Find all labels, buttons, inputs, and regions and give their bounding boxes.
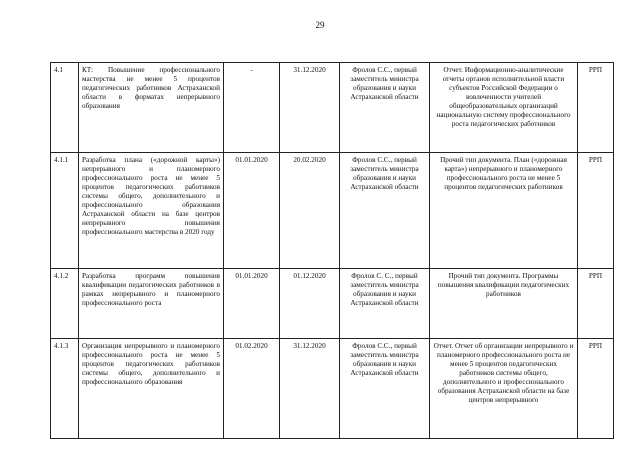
responsible-cell: Фролов С.С., первый заместитель министра образования и науки Астраханской области <box>340 63 430 153</box>
result-cell: Прочий тип документа. Программы повышения квалификации педагогических работников <box>430 269 578 339</box>
row-number-cell: 4.1.3 <box>51 339 79 439</box>
row-number-cell: 4.1.1 <box>51 153 79 269</box>
start-date-cell: - <box>224 63 280 153</box>
responsible-cell: Фролов С.С., первый заместитель министра образования и науки Астраханской области <box>340 153 430 269</box>
activity-name-cell: Организация непрерывного и планомерного профессионального роста не менее 5 процентов педагогических работников системы общего, дополнительного и профессионального образования <box>79 339 224 439</box>
end-date-cell: 31.12.2020 <box>280 339 340 439</box>
row-number-cell: 4.1 <box>51 63 79 153</box>
result-cell: Отчет. Информационно-аналитические отчеты органов исполнительной власти субъектов Российской Федерации о вовлеченности учителей общеобразовательных организаций национальную систему профессионального роста педагогических работников <box>430 63 578 153</box>
activity-name-cell: КТ: Повышение профессионального мастерства не менее 5 процентов педагогических работников Астраханской области в форматах непрерывного образования <box>79 63 224 153</box>
end-date-cell: 31.12.2020 <box>280 63 340 153</box>
table-row <box>51 339 614 439</box>
direction-cell: РРП <box>578 269 614 339</box>
row-number-cell: 4.1.2 <box>51 269 79 339</box>
end-date-cell: 01.12.2020 <box>280 269 340 339</box>
page-number: 29 <box>315 20 325 30</box>
table-row <box>51 269 614 339</box>
start-date-cell: 01.02.2020 <box>224 339 280 439</box>
direction-cell: РРП <box>578 153 614 269</box>
responsible-cell: Фролов С. С., первый заместитель министра образования и науки Астраханской области <box>340 269 430 339</box>
result-cell: Отчет. Отчет об организации непрерывного и планомерного профессионального роста не менее 5 процентов педагогических работников системы общего, дополнительного и профессионального образования Астраханской области на базе центров непрерывного <box>430 339 578 439</box>
direction-cell: РРП <box>578 63 614 153</box>
start-date-cell: 01.01.2020 <box>224 269 280 339</box>
plan-table <box>50 62 614 439</box>
table-row <box>51 63 614 153</box>
end-date-cell: 20.02.2020 <box>280 153 340 269</box>
activity-name-cell: Разработка программ повышения квалификации педагогических работников в рамках непрерывного и планомерного профессионального роста <box>79 269 224 339</box>
table-row <box>51 153 614 269</box>
activity-name-cell: Разработка плана («дорожной карты») непрерывного и планомерного профессионального роста не менее 5 процентов педагогических работников системы общего, дополнительного и профессионального образования Астраханской области на базе центров непрерывного повышения профессионального мастерства в 2020 году <box>79 153 224 269</box>
direction-cell: РРП <box>578 339 614 439</box>
start-date-cell: 01.01.2020 <box>224 153 280 269</box>
result-cell: Прочий тип документа. План («дорожная карта») непрерывного и планомерного профессионального роста не менее 5 процентов педагогических работников <box>430 153 578 269</box>
responsible-cell: Фролов С.С., первый заместитель министра образования и науки Астраханской области <box>340 339 430 439</box>
